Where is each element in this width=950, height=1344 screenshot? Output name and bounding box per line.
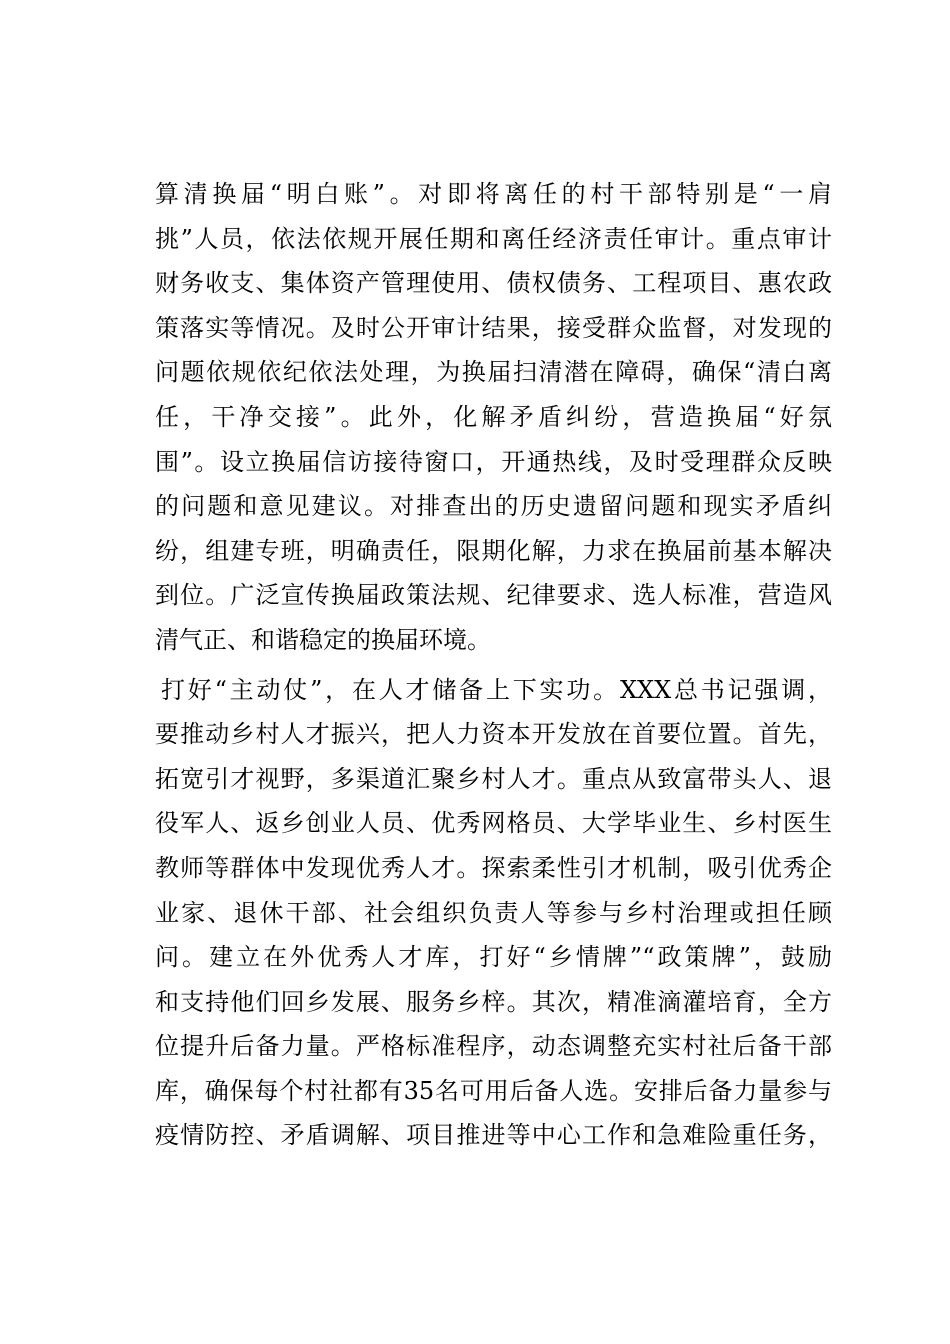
text-line: 位提升后备力量。严格标准程序，动态调整充实村社后备干部 bbox=[155, 1032, 832, 1061]
document-page bbox=[155, 172, 832, 1158]
text-line: 到位。广泛宣传换届政策法规、纪律要求、选人标准，营造风 bbox=[155, 581, 832, 610]
text-line: 任，干净交接”。此外，化解矛盾纠纷，营造换届“好氛 bbox=[155, 402, 832, 431]
text-line: 策落实等情况。及时公开审计结果，接受群众监督，对发现的 bbox=[155, 313, 832, 342]
text-line: 拓宽引才视野，多渠道汇聚乡村人才。重点从致富带头人、退 bbox=[155, 764, 832, 793]
text-line: 清气正、和谐稳定的换届环境。 bbox=[155, 625, 491, 654]
text-line: 财务收支、集体资产管理使用、债权债务、工程项目、惠农政 bbox=[155, 269, 832, 298]
text-line: 疫情防控、矛盾调解、项目推进等中心工作和急难险重任务， bbox=[155, 1121, 832, 1150]
text-line: 和支持他们回乡发展、服务乡梓。其次，精准滴灌培育，全方 bbox=[155, 987, 832, 1016]
text-line: 挑”人员，依法依规开展任期和离任经济责任审计。重点审计 bbox=[155, 224, 832, 253]
paragraph-election-audit bbox=[155, 172, 832, 663]
text-line: 教师等群体中发现优秀人才。探索柔性引才机制，吸引优秀企 bbox=[155, 853, 832, 882]
text-line: 业家、退休干部、社会组织负责人等参与乡村治理或担任顾 bbox=[155, 898, 832, 927]
text-line: 问题依规依纪依法处理，为换届扫清潜在障碍，确保“清白离 bbox=[155, 358, 832, 387]
text-line: 役军人、返乡创业人员、优秀网格员、大学毕业生、乡村医生 bbox=[155, 809, 832, 838]
text-line: 纷，组建专班，明确责任，限期化解，力求在换届前基本解决 bbox=[155, 536, 832, 565]
text-line: 问。建立在外优秀人才库，打好“乡情牌”“政策牌”，鼓励 bbox=[155, 943, 832, 972]
text-line: 打好“主动仗”，在人才储备上下实功。XXX总书记强调， bbox=[161, 675, 832, 704]
text-line: 库，确保每个村社都有35名可用后备人选。安排后备力量参与 bbox=[155, 1076, 832, 1105]
text-line: 算清换届“明白账”。对即将离任的村干部特别是“一肩 bbox=[155, 180, 832, 208]
paragraph-talent-reserve bbox=[155, 668, 832, 1159]
text-line: 的问题和意见建议。对排查出的历史遗留问题和现实矛盾纠 bbox=[155, 492, 832, 521]
text-line: 要推动乡村人才振兴，把人力资本开发放在首要位置。首先， bbox=[155, 720, 832, 749]
text-line: 围”。设立换届信访接待窗口，开通热线，及时受理群众反映 bbox=[155, 447, 832, 476]
